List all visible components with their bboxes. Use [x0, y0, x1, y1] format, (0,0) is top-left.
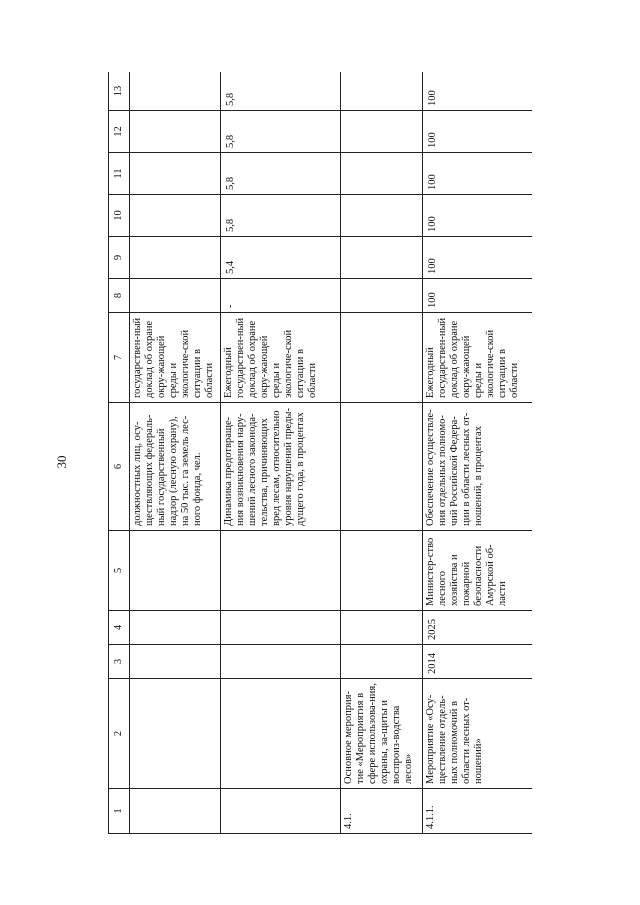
table-cell	[341, 611, 423, 645]
table-cell	[341, 195, 423, 237]
table-cell	[130, 237, 221, 279]
table-cell: Основное мероприя-тие «Мероприятия в сфере использова-ния, охраны, за-щиты и воспроиз-водства лесов»	[341, 679, 423, 789]
measures-table	[108, 72, 532, 834]
table-cell: 100	[423, 237, 533, 279]
table-row	[341, 72, 423, 834]
table-cell: 100	[423, 279, 533, 313]
table-cell: 4.1.1.	[423, 789, 533, 834]
table-cell	[130, 279, 221, 313]
table-cell	[221, 645, 341, 679]
table-row	[221, 72, 341, 834]
table-cell: 4.1.	[341, 789, 423, 834]
header-cell: 10	[109, 195, 130, 237]
header-cell: 12	[109, 111, 130, 153]
table-cell	[221, 789, 341, 834]
table-cell: 2014	[423, 645, 533, 679]
table-cell: Динамика предотвраще-ния возникновения нару-шений лесного законода-тельства, причиняющих вред лесам, относительно уровня нарушений преды-дущего года, в процентах	[221, 403, 341, 531]
table-cell: Мероприятие «Осу-ществление отдель-ных полномочий в области лесных от-ношений»	[423, 679, 533, 789]
table-cell: государствен-ный доклад об охране окру-жающей среды и экологиче-ской ситуации в области	[130, 313, 221, 403]
table-cell: 2025	[423, 611, 533, 645]
table-cell: Ежегодный государствен-ный доклад об охране окру-жающей среды и экологиче-ской ситуации в области	[423, 313, 533, 403]
header-cell: 4	[109, 611, 130, 645]
table-cell	[221, 531, 341, 611]
table-cell	[130, 789, 221, 834]
header-cell: 11	[109, 153, 130, 195]
table-cell	[130, 679, 221, 789]
table-cell: Обеспечение осуществле-ния отдельных полномо-чий Российской Федера-ции в области лесных от-ношений, в процентах	[423, 403, 533, 531]
header-cell: 6	[109, 403, 130, 531]
table-cell: 100	[423, 72, 533, 111]
header-cell: 9	[109, 237, 130, 279]
table-cell	[130, 611, 221, 645]
table-cell: 5,8	[221, 153, 341, 195]
table-cell	[130, 111, 221, 153]
table-cell	[221, 679, 341, 789]
table-cell	[341, 403, 423, 531]
table-cell: 5,8	[221, 72, 341, 111]
page-number: 30	[54, 455, 69, 469]
table-cell	[341, 72, 423, 111]
header-row	[109, 72, 130, 834]
table-cell: должностных лиц, осу-ществляющих федераль-ный государственный надзор (лесную охрану), на 50 тыс. га земель лес-ного фонда, чел.	[130, 403, 221, 531]
header-cell: 13	[109, 72, 130, 111]
table-cell: 100	[423, 195, 533, 237]
table-cell	[130, 72, 221, 111]
header-cell: 8	[109, 279, 130, 313]
table-container	[108, 72, 532, 834]
header-cell: 7	[109, 313, 130, 403]
table-row	[423, 72, 533, 834]
table-cell: 5,8	[221, 195, 341, 237]
header-cell: 5	[109, 531, 130, 611]
header-cell: 2	[109, 679, 130, 789]
table-cell: 100	[423, 111, 533, 153]
table-cell	[130, 195, 221, 237]
table-cell: Министер-ство лесного хозяйства и пожарной безопасности Амурской об-ласти	[423, 531, 533, 611]
table-cell	[341, 111, 423, 153]
table-cell: Ежегодный государствен-ный доклад об охране окру-жающей среды и экологиче-ской ситуации в области	[221, 313, 341, 403]
table-cell: 5,4	[221, 237, 341, 279]
table-cell	[341, 153, 423, 195]
table-cell	[130, 645, 221, 679]
table-cell	[341, 313, 423, 403]
table-cell	[341, 645, 423, 679]
header-cell: 3	[109, 645, 130, 679]
table-cell	[341, 279, 423, 313]
table-cell	[130, 153, 221, 195]
table-row	[130, 72, 221, 834]
header-cell: 1	[109, 789, 130, 834]
table-cell	[130, 531, 221, 611]
table-cell: 5,8	[221, 111, 341, 153]
table-cell: -	[221, 279, 341, 313]
table-cell	[341, 237, 423, 279]
table-cell	[221, 611, 341, 645]
table-cell: 100	[423, 153, 533, 195]
table-cell	[341, 531, 423, 611]
